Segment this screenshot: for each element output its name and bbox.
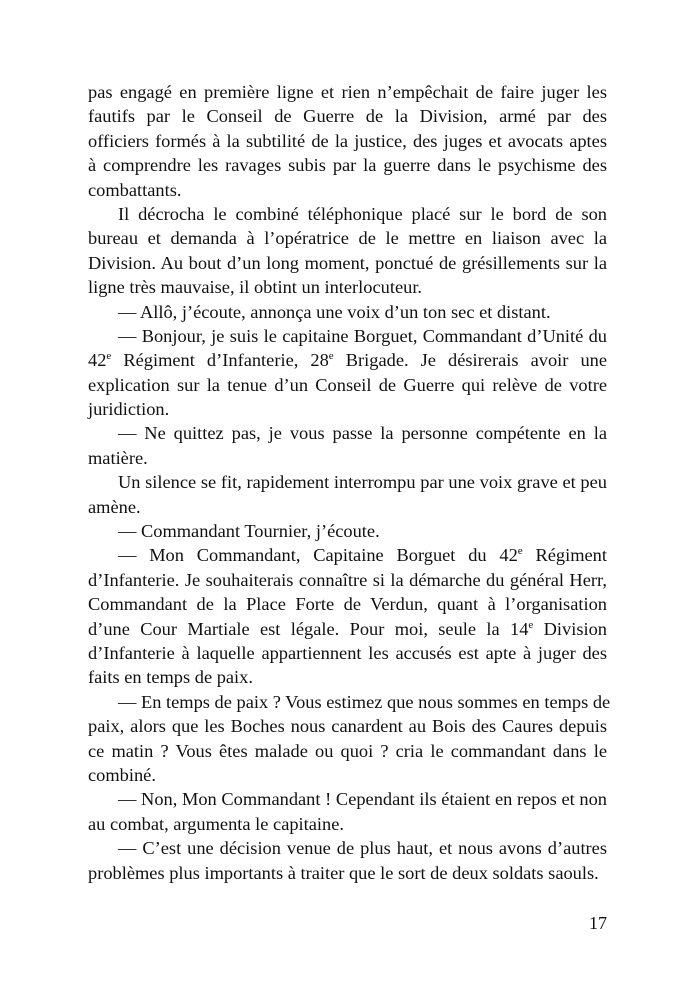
- text-segment: Il décrocha le combiné téléphonique placé sur le bord de son: [118, 203, 607, 224]
- text-line: [88, 153, 607, 177]
- text-line: [88, 861, 607, 885]
- text-segment: — Mon Commandant, Capitaine Borguet du 42: [118, 545, 518, 566]
- text-segment: — Bonjour, je suis le capitaine Borguet, Commandant d’Unité du: [118, 325, 607, 346]
- text-segment: Division. Au bout d’un long moment, ponctué de grésillements sur la: [88, 252, 607, 273]
- text-segment: matière.: [88, 447, 148, 468]
- text-segment: combattants.: [88, 179, 182, 200]
- text-line: [88, 300, 607, 324]
- text-segment: ce matin ? Vous êtes malade ou quoi ? cria le commandant dans le: [88, 740, 607, 761]
- text-line: [88, 714, 607, 738]
- text-line: [88, 592, 607, 616]
- text-segment: problèmes plus importants à traiter que le sort de deux soldats saouls.: [88, 862, 599, 883]
- text-segment: ligne très mauvaise, il obtint un interlocuteur.: [88, 277, 423, 298]
- text-segment: juridiction.: [88, 399, 170, 420]
- text-segment: Régiment: [522, 545, 607, 566]
- text-segment: d’une Cour Martiale est légale. Pour moi, seule la 14: [88, 618, 529, 639]
- page-body-text: [88, 80, 611, 885]
- text-segment: — C’est une décision venue de plus haut, et nous avons d’autres: [118, 838, 607, 859]
- text-segment: amène.: [88, 496, 141, 517]
- text-line: [88, 275, 607, 299]
- text-segment: — Non, Mon Commandant ! Cependant ils étaient en repos et non: [118, 789, 607, 810]
- text-segment: Commandant de la Place Forte de Verdun, quant à l’organisation: [88, 594, 607, 615]
- text-line: [88, 348, 607, 372]
- text-segment: Un silence se fit, rapidement interrompu par une voix grave et peu: [118, 472, 607, 493]
- text-line: [88, 690, 611, 714]
- text-line: [88, 226, 607, 250]
- text-line: [88, 178, 607, 202]
- text-segment: d’Infanterie à laquelle appartiennent les accusés est apte à juger des: [88, 642, 607, 663]
- text-line: [88, 421, 607, 445]
- text-line: [88, 324, 607, 348]
- text-line: [88, 202, 607, 226]
- text-segment: Régiment d’Infanterie, 28: [111, 350, 329, 371]
- text-segment: explication sur la tenue d’un Conseil de Guerre qui relève de votre: [88, 374, 607, 395]
- text-line: [88, 787, 607, 811]
- text-segment: — Commandant Tournier, j’écoute.: [118, 521, 380, 542]
- text-segment: faits en temps de paix.: [88, 667, 253, 688]
- text-line: [88, 495, 607, 519]
- text-segment: pas engagé en première ligne et rien n’empêchait de faire juger les: [88, 82, 607, 102]
- text-segment: au combat, argumenta le capitaine.: [88, 813, 344, 834]
- text-line: [88, 763, 607, 787]
- text-line: [88, 665, 607, 689]
- text-line: [88, 739, 607, 763]
- text-segment: — En temps de paix ? Vous estimez que nous sommes en temps de: [118, 691, 611, 712]
- text-segment: — Allô, j’écoute, annonça une voix d’un ton sec et distant.: [118, 301, 551, 322]
- text-line: [88, 617, 607, 641]
- text-segment: à comprendre les ravages subis par la guerre dans le psychisme des: [88, 155, 607, 176]
- text-line: [88, 641, 607, 665]
- text-segment: — Ne quittez pas, je vous passe la personne compétente en la: [118, 423, 607, 444]
- text-segment: 42: [88, 350, 107, 371]
- superscript: e: [106, 350, 112, 363]
- text-line: [88, 836, 607, 860]
- text-line: [88, 470, 607, 494]
- text-line: [88, 446, 607, 470]
- text-line: [88, 543, 607, 567]
- text-line: [88, 251, 607, 275]
- text-line: [88, 104, 607, 128]
- text-segment: d’Infanterie. Je souhaiterais connaître si la démarche du général Herr,: [88, 569, 607, 590]
- text-segment: combiné.: [88, 764, 156, 785]
- text-line: [88, 80, 607, 104]
- superscript: e: [328, 350, 334, 363]
- text-line: [88, 519, 607, 543]
- superscript: e: [528, 618, 534, 631]
- text-segment: officiers formés à la subtilité de la justice, des juges et avocats aptes: [88, 130, 607, 151]
- text-segment: Division: [533, 618, 607, 639]
- text-line: [88, 397, 607, 421]
- superscript: e: [517, 545, 523, 558]
- text-segment: Brigade. Je désirerais avoir une: [333, 350, 607, 371]
- text-line: [88, 812, 607, 836]
- page-number: 17: [589, 913, 607, 933]
- text-line: [88, 373, 607, 397]
- text-line: [88, 129, 607, 153]
- text-line: [88, 568, 607, 592]
- text-segment: bureau et demanda à l’opératrice de le mettre en liaison avec la: [88, 228, 607, 249]
- text-segment: fautifs par le Conseil de Guerre de la Division, armé par des: [88, 106, 607, 127]
- text-segment: paix, alors que les Boches nous canardent au Bois des Caures depuis: [88, 716, 607, 737]
